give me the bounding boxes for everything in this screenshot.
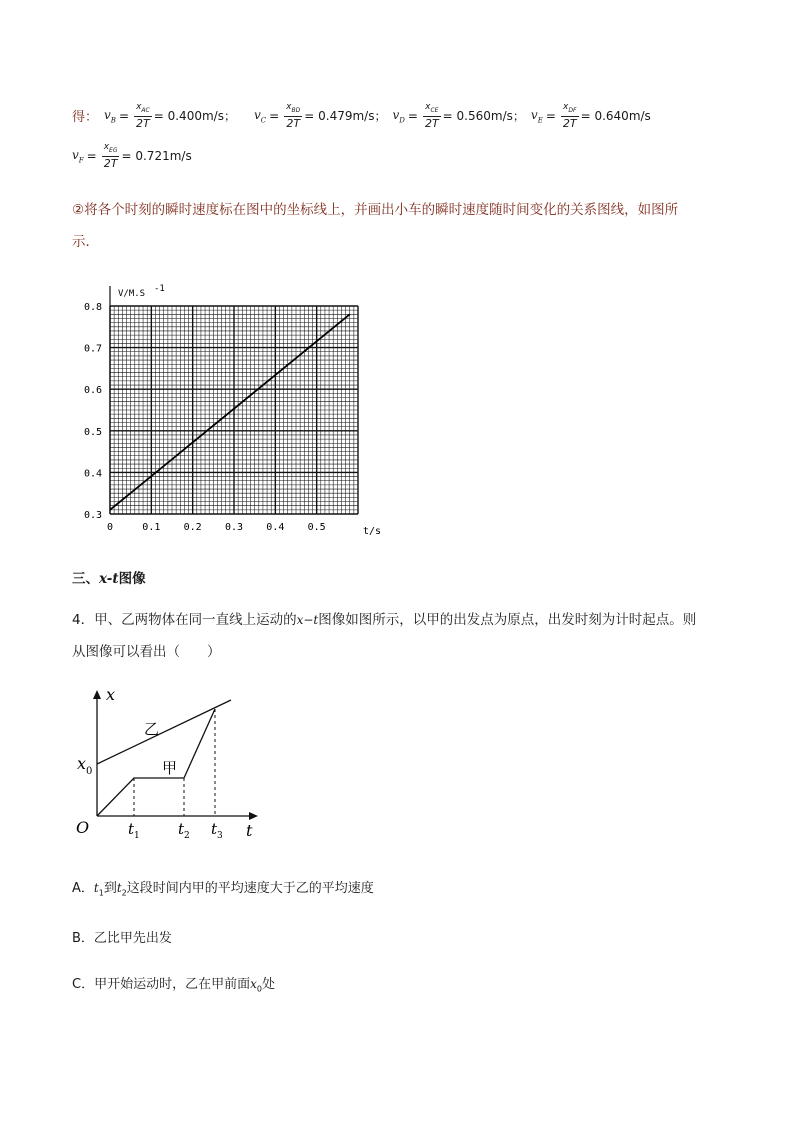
y-axis-label: V/M.S: [118, 289, 146, 299]
fraction-vf: $\frac{x_{EG}}{2T}$: [103, 142, 118, 170]
yi-label: 乙: [144, 720, 160, 738]
x-axis-label: t/s: [363, 526, 382, 537]
fraction-vc: $\frac{x_{BD}}{2T}$: [286, 102, 301, 130]
x-tick-label: 0.2: [183, 522, 202, 533]
x0-subscript: 0: [86, 766, 93, 777]
x-tick-label: 0.4: [266, 522, 285, 533]
step2-paragraph: [72, 196, 732, 256]
step2-line1: ②将各个时刻的瞬时速度标在图中的坐标线上，并画出小车的瞬时速度随时间变化的关系图线，如图所: [72, 202, 679, 218]
question-4: [72, 606, 732, 666]
y-tick-label: 0.7: [83, 343, 102, 355]
question-4-line2: 从图像可以看出（ ）: [72, 644, 221, 660]
xt-diagram: [70, 682, 270, 842]
x-tick-label: 0.1: [142, 522, 161, 533]
step2-line2: 示．: [72, 234, 99, 250]
x-tick-label: 0.5: [307, 522, 326, 533]
t3-label: t: [211, 820, 218, 838]
equation-vf: $v_F$ = $\frac{x_{EG}}{2T}$ = 0.721m/s: [72, 142, 192, 170]
fraction-ve: $\frac{x_{DF}}{2T}$: [562, 102, 577, 130]
option-c[interactable]: C．甲开始运动时，乙在甲前面$x_0$处: [72, 977, 275, 994]
velocity-equations-line2: [72, 142, 192, 170]
question-4-line1: 4．甲、乙两物体在同一直线上运动的x−t图像如图所示，以甲的出发点为原点，出发时刻为计时起点。则: [72, 612, 697, 628]
y-tick-label: 0.3: [83, 510, 102, 521]
equation-ve: $v_E$ = $\frac{x_{DF}}{2T}$ = 0.640m/s: [530, 102, 651, 130]
y-tick-label: 0.8: [83, 302, 102, 313]
velocity-time-chart: [70, 280, 400, 550]
equation-vc: $v_C$ = $\frac{x_{BD}}{2T}$ = 0.479m/s ；: [253, 102, 387, 130]
fraction-vd: $\frac{x_{CE}}{2T}$: [424, 102, 439, 130]
t1-label: t: [128, 820, 135, 838]
option-b[interactable]: B．乙比甲先出发: [72, 931, 172, 946]
equation-vb: $v_B$ = $\frac{x_{AC}}{2T}$ = 0.400m/s ；: [104, 102, 236, 130]
origin-label: O: [76, 818, 90, 837]
y-tick-label: 0.4: [83, 468, 102, 480]
velocity-equations-line1: [72, 102, 651, 130]
t2-subscript: 2: [184, 831, 190, 841]
y-tick-label: 0.6: [83, 385, 102, 397]
equation-vd: $v_D$ = $\frac{x_{CE}}{2T}$ = 0.560m/s ；: [392, 102, 525, 130]
x-tick-label: 0.3: [224, 522, 244, 533]
t1-subscript: 1: [134, 831, 140, 841]
y-axis-label-sup: -1: [154, 284, 165, 294]
t2-label: t: [178, 820, 185, 838]
t-axis-arrow: [249, 812, 258, 820]
section-heading: 三、x-t图像: [72, 571, 146, 587]
x-axis-label: x: [106, 685, 116, 704]
fraction-vb: $\frac{x_{AC}}{2T}$: [136, 102, 150, 130]
yi-line: [97, 700, 231, 764]
equation-lead: 得：: [72, 110, 99, 126]
x-axis-arrow: [93, 690, 101, 699]
t3-subscript: 3: [217, 831, 223, 841]
option-a[interactable]: A．$t_1$到$t_2$这段时间内甲的平均速度大于乙的平均速度: [72, 881, 374, 898]
t-axis-label: t: [246, 821, 253, 840]
y-tick-label: 0.5: [83, 426, 102, 438]
x-tick-label: 0: [106, 522, 114, 533]
x0-label: x: [77, 754, 87, 773]
jia-label: 甲: [162, 759, 178, 777]
